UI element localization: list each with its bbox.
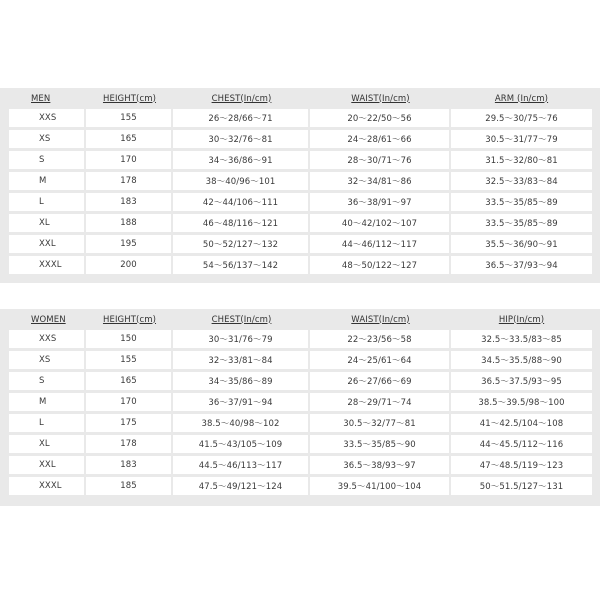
women-cell-c4: 36.5～37.5/93～95 <box>451 372 592 390</box>
women-cell-height: 175 <box>86 414 173 432</box>
women-cell-c2: 32～33/81～84 <box>173 351 310 369</box>
women-cell-c4: 50～51.5/127～131 <box>451 477 592 495</box>
men-cell-c3: 40～42/102～107 <box>310 214 451 232</box>
men-cell-c4: 33.5～35/85～89 <box>451 214 592 232</box>
women-cell-c3: 36.5～38/93～97 <box>310 456 451 474</box>
women-header-waist: WAIST(In/cm) <box>351 314 410 325</box>
men-cell-size: L <box>9 193 86 211</box>
men-cell-c2: 38～40/96～101 <box>173 172 310 190</box>
men-header-waist: WAIST(In/cm) <box>351 93 410 104</box>
men-header-arm: ARM (In/cm) <box>494 93 549 104</box>
men-cell-c2: 54～56/137～142 <box>173 256 310 274</box>
table-row <box>9 193 592 211</box>
table-row <box>9 109 592 127</box>
men-cell-c4: 30.5～31/77～79 <box>451 130 592 148</box>
table-header-row <box>9 91 592 106</box>
table-row <box>9 256 592 274</box>
women-cell-size: XXXL <box>9 477 86 495</box>
men-cell-height: 188 <box>86 214 173 232</box>
men-cell-size: XXS <box>9 109 86 127</box>
men-cell-c3: 32～34/81～86 <box>310 172 451 190</box>
women-header-chest: CHEST(In/cm) <box>211 314 272 325</box>
men-cell-c3: 44～46/112～117 <box>310 235 451 253</box>
women-cell-c4: 41～42.5/104～108 <box>451 414 592 432</box>
men-cell-size: XS <box>9 130 86 148</box>
women-cell-height: 178 <box>86 435 173 453</box>
men-cell-c3: 48～50/122～127 <box>310 256 451 274</box>
men-cell-c2: 34～36/86～91 <box>173 151 310 169</box>
women-cell-height: 155 <box>86 351 173 369</box>
women-header-hip: HIP(In/cm) <box>498 314 545 325</box>
table-row <box>9 414 592 432</box>
table-row <box>9 456 592 474</box>
women-cell-c2: 30～31/76～79 <box>173 330 310 348</box>
men-cell-c4: 35.5～36/90～91 <box>451 235 592 253</box>
table-row <box>9 372 592 390</box>
men-cell-c4: 31.5～32/80～81 <box>451 151 592 169</box>
women-cell-c3: 30.5～32/77～81 <box>310 414 451 432</box>
men-cell-height: 183 <box>86 193 173 211</box>
men-cell-height: 170 <box>86 151 173 169</box>
women-cell-c4: 32.5～33.5/83～85 <box>451 330 592 348</box>
women-cell-size: S <box>9 372 86 390</box>
women-cell-c3: 39.5～41/100～104 <box>310 477 451 495</box>
men-cell-c2: 26～28/66～71 <box>173 109 310 127</box>
women-cell-c4: 44～45.5/112～116 <box>451 435 592 453</box>
women-cell-c3: 33.5～35/85～90 <box>310 435 451 453</box>
women-cell-size: XS <box>9 351 86 369</box>
men-header-height: HEIGHT(cm) <box>102 93 157 104</box>
men-cell-size: XXXL <box>9 256 86 274</box>
men-header-size: MEN <box>31 93 51 104</box>
women-cell-c2: 38.5～40/98～102 <box>173 414 310 432</box>
table-row <box>9 393 592 411</box>
women-cell-height: 165 <box>86 372 173 390</box>
men-size-table <box>9 88 592 277</box>
men-cell-c2: 46～48/116～121 <box>173 214 310 232</box>
men-cell-c2: 30～32/76～81 <box>173 130 310 148</box>
men-cell-height: 165 <box>86 130 173 148</box>
table-row <box>9 130 592 148</box>
men-cell-c4: 29.5～30/75～76 <box>451 109 592 127</box>
women-cell-c4: 38.5～39.5/98～100 <box>451 393 592 411</box>
women-cell-c3: 28～29/71～74 <box>310 393 451 411</box>
table-header-row <box>9 312 592 327</box>
women-cell-size: XL <box>9 435 86 453</box>
women-cell-size: XXS <box>9 330 86 348</box>
table-row <box>9 435 592 453</box>
women-size-table <box>9 309 592 498</box>
men-cell-size: M <box>9 172 86 190</box>
table-row <box>9 351 592 369</box>
men-cell-c3: 28～30/71～76 <box>310 151 451 169</box>
men-cell-c3: 20～22/50～56 <box>310 109 451 127</box>
men-cell-height: 178 <box>86 172 173 190</box>
men-cell-size: XL <box>9 214 86 232</box>
men-cell-c2: 50～52/127～132 <box>173 235 310 253</box>
men-cell-c4: 33.5～35/85～89 <box>451 193 592 211</box>
table-row <box>9 330 592 348</box>
men-cell-size: XXL <box>9 235 86 253</box>
men-cell-c4: 32.5～33/83～84 <box>451 172 592 190</box>
women-cell-c2: 44.5～46/113～117 <box>173 456 310 474</box>
women-cell-c2: 41.5～43/105～109 <box>173 435 310 453</box>
women-cell-size: XXL <box>9 456 86 474</box>
women-cell-c4: 34.5～35.5/88～90 <box>451 351 592 369</box>
women-cell-c2: 34～35/86～89 <box>173 372 310 390</box>
women-cell-c3: 24～25/61～64 <box>310 351 451 369</box>
table-row <box>9 172 592 190</box>
table-row <box>9 214 592 232</box>
women-cell-c2: 47.5～49/121～124 <box>173 477 310 495</box>
women-cell-size: L <box>9 414 86 432</box>
women-cell-height: 170 <box>86 393 173 411</box>
women-header-height: HEIGHT(cm) <box>102 314 157 325</box>
women-cell-c3: 22～23/56～58 <box>310 330 451 348</box>
women-cell-c4: 47～48.5/119～123 <box>451 456 592 474</box>
women-header-size: WOMEN <box>31 314 66 325</box>
men-cell-c3: 24～28/61～66 <box>310 130 451 148</box>
men-cell-c3: 36～38/91～97 <box>310 193 451 211</box>
women-cell-height: 183 <box>86 456 173 474</box>
men-cell-size: S <box>9 151 86 169</box>
women-cell-c2: 36～37/91～94 <box>173 393 310 411</box>
women-cell-size: M <box>9 393 86 411</box>
women-cell-height: 185 <box>86 477 173 495</box>
men-cell-height: 155 <box>86 109 173 127</box>
table-row <box>9 477 592 495</box>
men-cell-c2: 42～44/106～111 <box>173 193 310 211</box>
men-cell-c4: 36.5～37/93～94 <box>451 256 592 274</box>
women-cell-c3: 26～27/66～69 <box>310 372 451 390</box>
table-row <box>9 235 592 253</box>
table-row <box>9 151 592 169</box>
men-cell-height: 200 <box>86 256 173 274</box>
men-header-chest: CHEST(In/cm) <box>211 93 272 104</box>
men-cell-height: 195 <box>86 235 173 253</box>
women-cell-height: 150 <box>86 330 173 348</box>
